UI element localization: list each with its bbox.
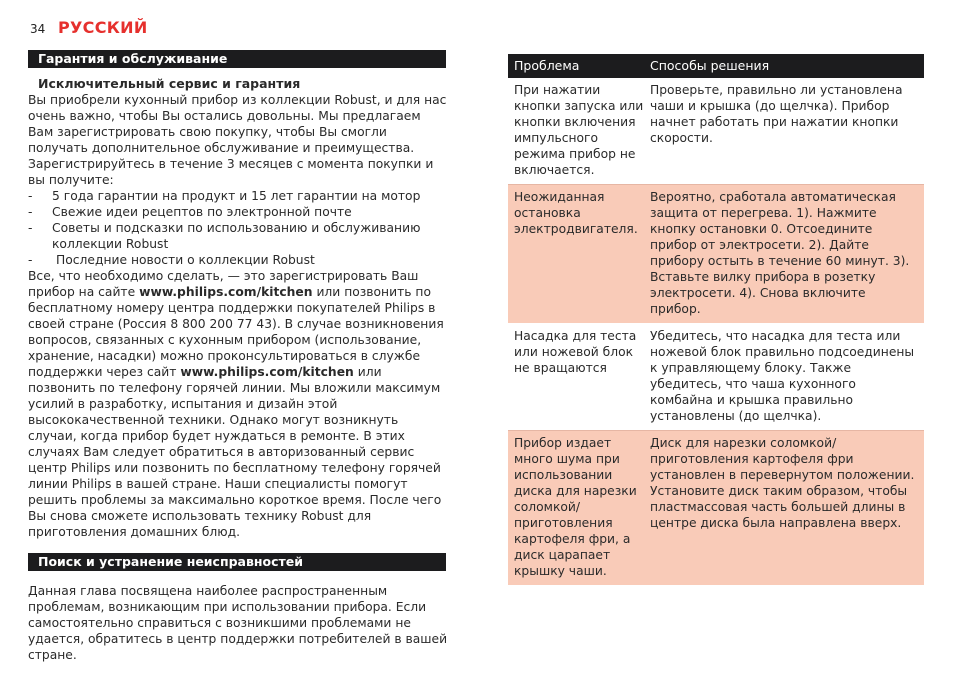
problem-cell: Неожиданная остановка электродвигателя. (514, 190, 638, 236)
list-item: - Последние новости о коллекции Robust (28, 253, 315, 267)
column-header-problem: Проблема (514, 58, 580, 73)
page-header (30, 18, 148, 37)
warranty-registration-text: Все, что необходимо сделать, — это зарегистрировать Ваш прибор на сайте www.philips.com/kitchen или позвонить по бесплатному номеру центра поддержки покупателей Philips в своей стране (Россия 8 800 200 77 43). В случае возникновения вопросов, связанных с кухонным прибором (использование, хранение, насадки) можно проконсультироваться в службе поддержки через сайт www.philips.com/kitchen или позвонить по телефону горячей линии. Мы вложили максимум усилий в разработку, испытания и дизайн этой высококачественной техники. Однако могут возникнуть случаи, когда прибор будет нуждаться в ремонте. В этих случаях Вам следует обратиться в авторизованный сервис центр Philips или позвонить по бесплатному телефону горячей линии Philips в вашей стране. Наши специалисты помогут решить проблемы за максимально короткое время. После чего Вы снова сможете использовать технику Robust для приготовления домашних блюд. (28, 269, 444, 539)
philips-kitchen-link[interactable]: www.philips.com/kitchen (139, 285, 313, 299)
language-title: РУССКИЙ (58, 18, 148, 37)
problem-cell: Насадка для теста или ножевой блок не вращаются (514, 329, 637, 375)
warranty-intro: Вы приобрели кухонный прибор из коллекции Robust, и для нас очень важно, чтобы Вы остались довольны. Мы предлагаем Вам зарегистрировать свою покупку, чтобы Вы смогли получать дополнительное обслуживание и преимущества. Зарегистрируйтесь в течение 3 месяцев с момента покупки и вы получите: (28, 93, 447, 187)
list-item: - 5 года гарантии на продукт и 15 лет гарантии на мотор (28, 189, 421, 203)
problem-cell: Прибор издает много шума при использовании диска для нарезки соломкой/ приготовления картофеля фри, а диск царапает крышку чаши. (514, 436, 637, 578)
solution-cell: Диск для нарезки соломкой/приготовления картофеля фри установлен в перевернутом положении. Установите диск таким образом, чтобы пластмассовая часть большей длины в центре диска была направлена вверх. (650, 436, 915, 530)
warranty-subheading: Исключительный сервис и гарантия (38, 76, 301, 91)
page-number: 34 (30, 22, 46, 36)
table-header (508, 54, 924, 78)
list-item: - Свежие идеи рецептов по электронной почте (28, 205, 352, 219)
table-row (508, 185, 924, 324)
troubleshooting-intro: Данная глава посвящена наиболее распространенным проблемам, возникающим при использовании прибора. Если самостоятельно справиться с возникшими проблемами не удается, обратитесь в центр поддержки потребителей в вашей стране. (28, 584, 448, 662)
left-column (28, 50, 448, 663)
solution-cell: Убедитесь, что насадка для теста или ножевой блок правильно подсоединены к управляющему блоку. Также убедитесь, что чаша кухонного комбайна и крышка правильно установлены (до щелчка). (650, 329, 915, 423)
problem-cell: При нажатии кнопки запуска или кнопки включения импульсного режима прибор не включается. (514, 83, 644, 177)
troubleshooting-heading: Поиск и устранение неисправностей (28, 553, 446, 571)
solution-cell: Проверьте, правильно ли установлена чаши и крышка (до щелчка). Прибор начнет работать при нажатии кнопки скорости. (650, 83, 903, 145)
table-row (508, 78, 924, 185)
philips-kitchen-link[interactable]: www.philips.com/kitchen (180, 365, 354, 379)
table-row (508, 324, 924, 431)
table-row (508, 431, 924, 586)
column-header-solution: Способы решения (650, 58, 770, 73)
list-item: - Советы и подсказки по использованию и обслуживанию коллекции Robust (28, 221, 421, 251)
benefits-list (28, 188, 448, 268)
warranty-heading: Гарантия и обслуживание (28, 50, 446, 68)
solution-cell: Вероятно, сработала автоматическая защита от перегрева. 1). Нажмите кнопку остановки 0. Отсоедините прибор от электросети. 2). Дайте прибору остыть в течение 60 минут. 3). Вставьте вилку прибора в розетку электросети. 4). Снова включите прибор. (650, 190, 910, 316)
troubleshooting-table (508, 54, 924, 586)
